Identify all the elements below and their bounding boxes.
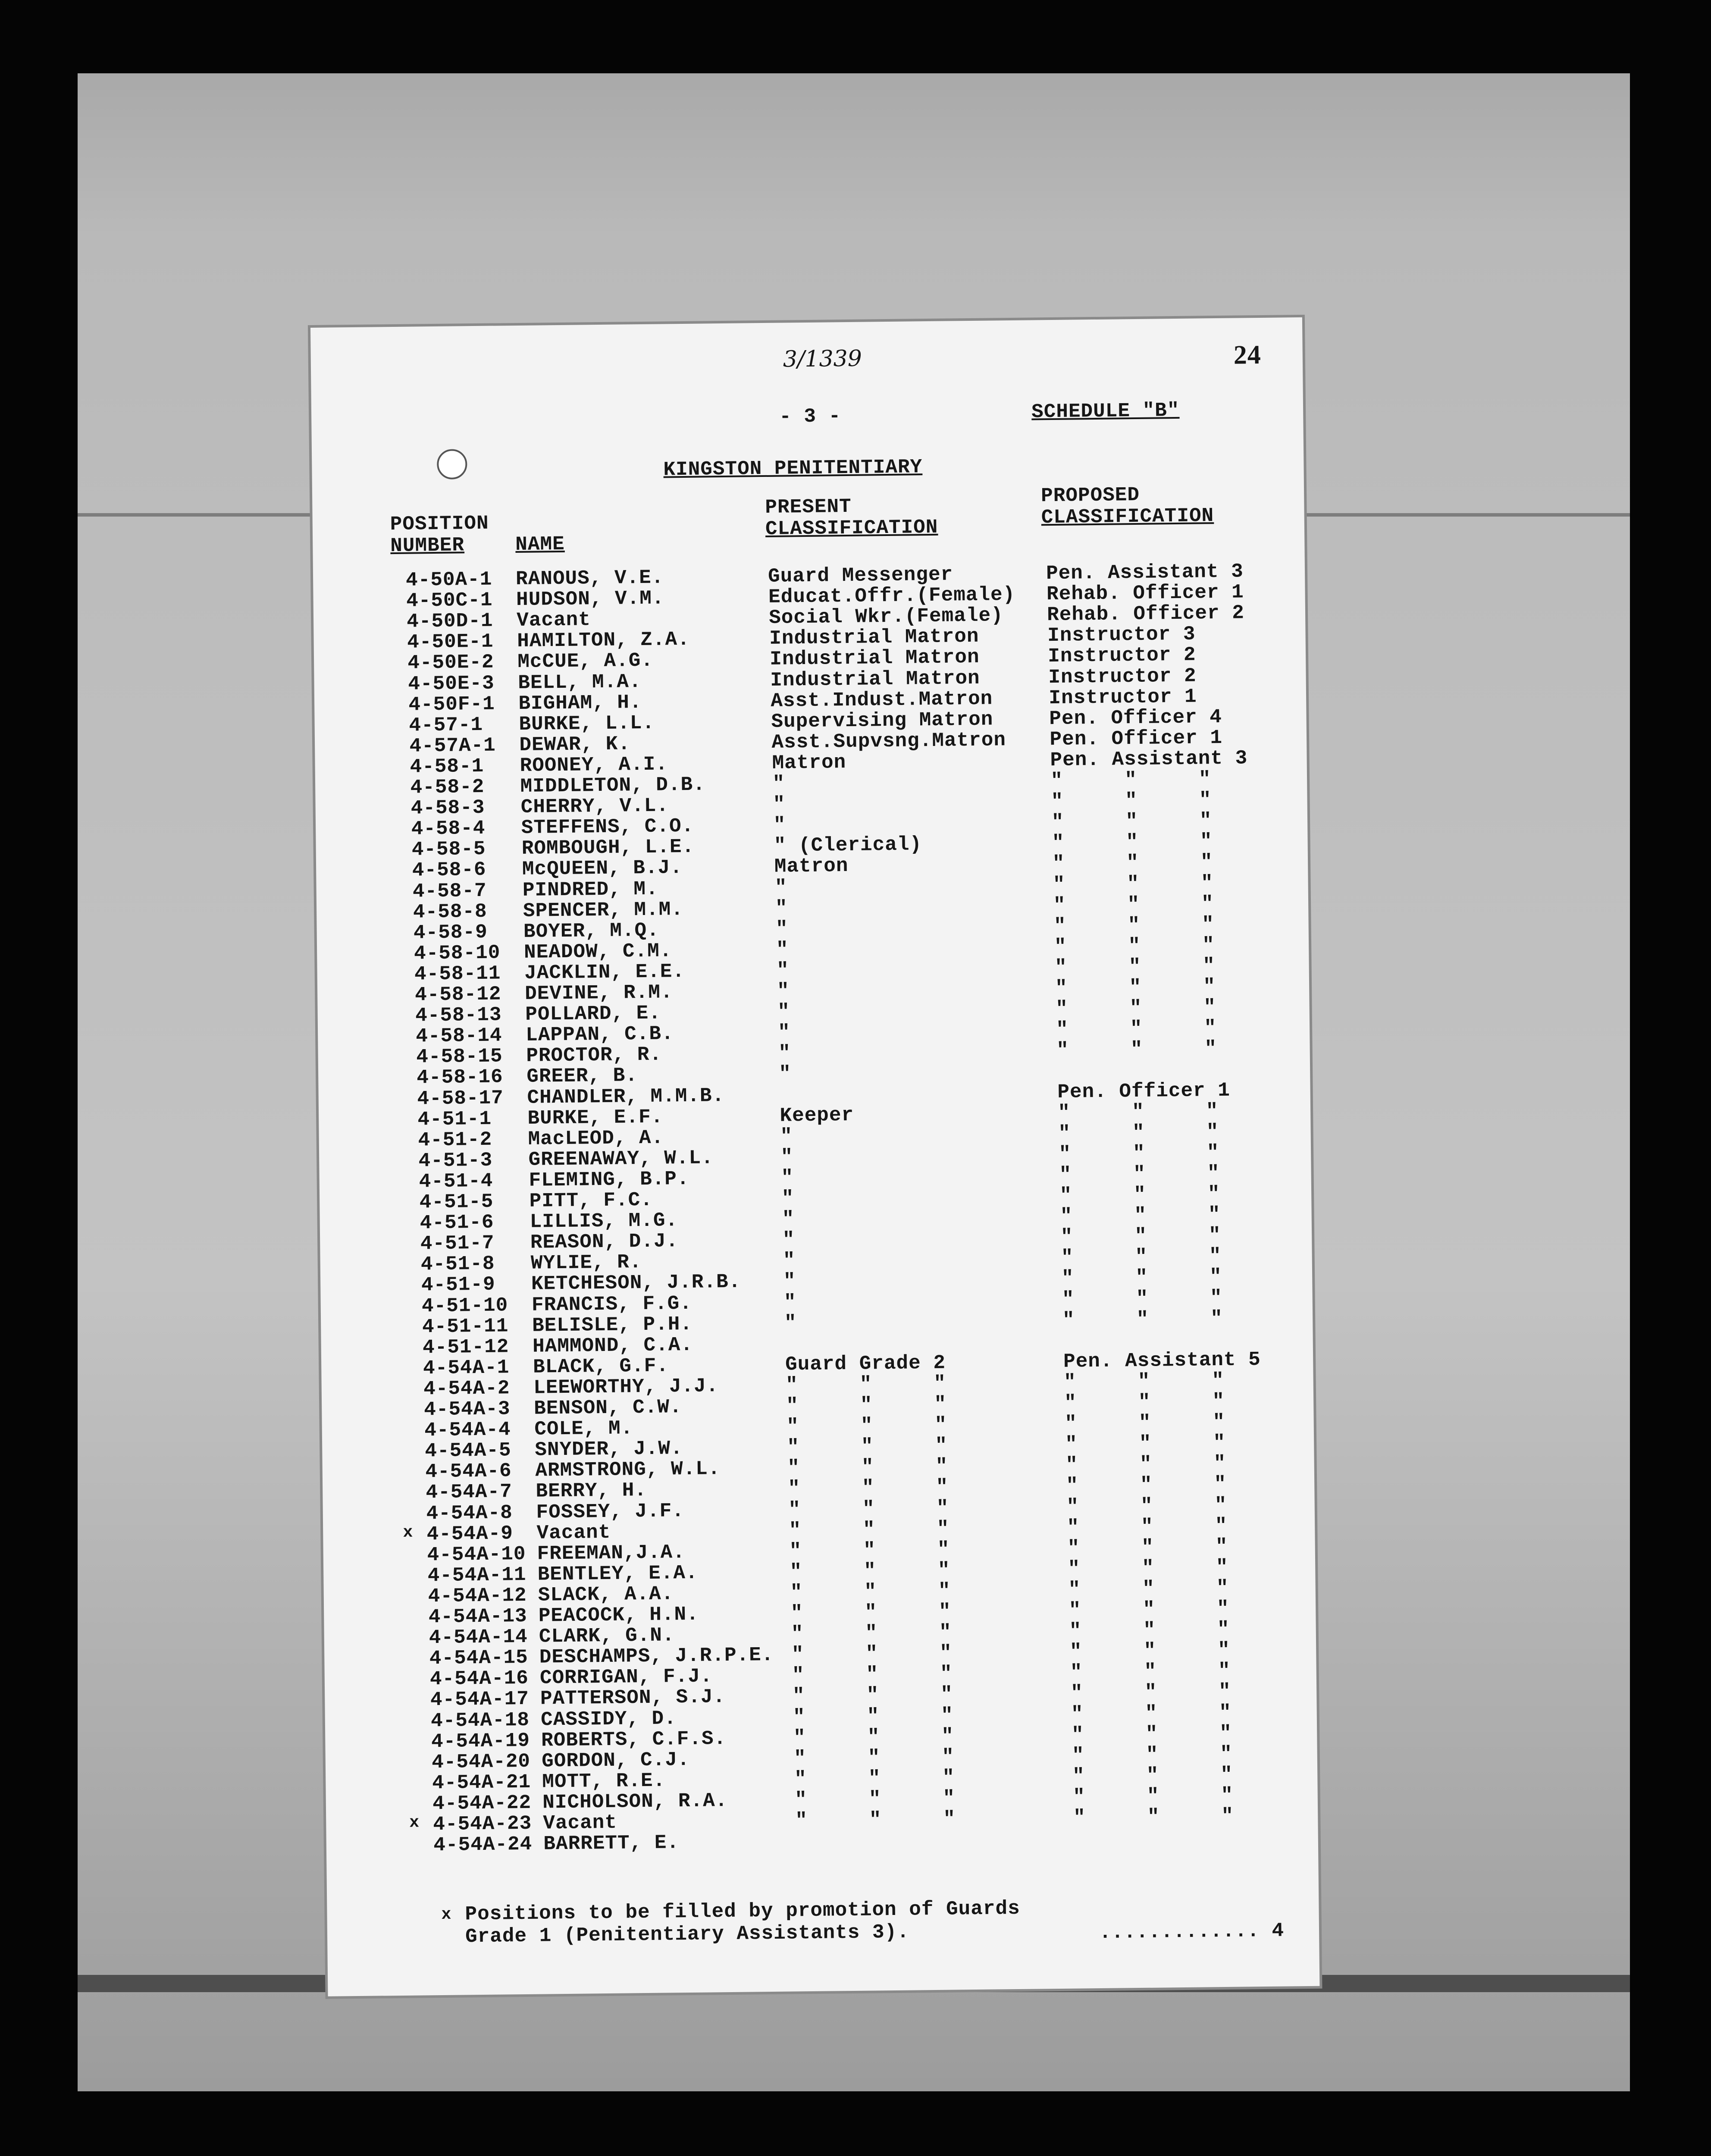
present-classification: " xyxy=(777,980,790,1003)
proposed-classification: Instructor 2 xyxy=(1047,643,1196,668)
present-classification: " " " xyxy=(791,1642,952,1666)
proposed-classification: Instructor 3 xyxy=(1047,623,1196,647)
present-classification: " (Clerical) xyxy=(774,833,922,858)
proposed-classification: " " " xyxy=(1069,1618,1230,1642)
position-number: 4-54A-8 xyxy=(426,1501,513,1525)
present-classification: " xyxy=(783,1291,796,1314)
present-classification: " " " xyxy=(788,1476,949,1500)
proposed-classification: " " " xyxy=(1059,1162,1220,1186)
schedule-label: SCHEDULE "B" xyxy=(1031,399,1180,423)
position-number: 4-54A-4 xyxy=(424,1418,511,1442)
proposed-classification: " " " xyxy=(1070,1680,1232,1705)
employee-name: Vacant xyxy=(543,1811,617,1835)
position-number: 4-58-10 xyxy=(414,941,501,965)
proposed-classification: " " " xyxy=(1051,809,1212,834)
employee-name: NICHOLSON, R.A. xyxy=(542,1789,728,1814)
present-classification: " xyxy=(781,1187,794,1210)
position-number: 4-50C-1 xyxy=(406,589,493,612)
proposed-classification: " " " xyxy=(1067,1514,1228,1539)
position-number: 4-51-4 xyxy=(419,1169,493,1193)
present-classification: Keeper xyxy=(780,1103,854,1127)
employee-name: ROMBOUGH, L.E. xyxy=(521,836,695,860)
proposed-classification: " " " xyxy=(1067,1535,1228,1560)
position-number: 4-58-12 xyxy=(414,983,501,1006)
employee-name: RANOUS, V.E. xyxy=(515,566,664,591)
employee-name: McQUEEN, B.J. xyxy=(522,856,683,881)
employee-name: JACKLIN, E.E. xyxy=(524,960,685,984)
position-number: 4-51-11 xyxy=(422,1314,509,1338)
present-classification: Guard Messenger xyxy=(768,563,953,588)
present-classification: " " " xyxy=(792,1683,953,1708)
position-number: 4-51-3 xyxy=(418,1149,493,1172)
present-classification: " " " xyxy=(787,1434,948,1459)
present-classification: Educat.Offr.(Female) xyxy=(768,583,1015,609)
employee-name: REASON, D.J. xyxy=(530,1230,679,1254)
employee-name: BOYER, M.Q. xyxy=(523,919,659,943)
position-number: 4-58-6 xyxy=(412,859,486,882)
proposed-classification: " " " xyxy=(1068,1576,1229,1601)
employee-name: BURKE, L.L. xyxy=(519,711,655,736)
present-classification: Supervising Matron xyxy=(771,708,993,733)
footnote-mark: x xyxy=(441,1905,452,1924)
position-number: 4-51-6 xyxy=(420,1211,494,1235)
position-number: 4-54A-11 xyxy=(427,1563,526,1587)
page-marker: - 3 - xyxy=(779,405,841,428)
employee-name: NEADOW, C.M. xyxy=(523,940,672,964)
position-number: 4-54A-14 xyxy=(429,1625,528,1649)
row-mark: x xyxy=(403,1523,414,1542)
proposed-classification: Pen. Assistant 3 xyxy=(1046,560,1244,585)
position-number: 4-54A-6 xyxy=(425,1460,512,1483)
position-number: 4-51-9 xyxy=(421,1273,495,1297)
proposed-classification: " " " xyxy=(1072,1784,1234,1808)
present-classification: " " " xyxy=(786,1393,947,1417)
position-number: 4-58-7 xyxy=(412,879,487,903)
proposed-classification: " " " xyxy=(1064,1411,1225,1435)
present-classification: " " " xyxy=(793,1704,954,1728)
employee-name: PITT, F.C. xyxy=(529,1188,653,1213)
employee-name: GREENAWAY, W.L. xyxy=(528,1147,714,1171)
proposed-classification: " " " xyxy=(1055,975,1216,1000)
proposed-classification: " " " xyxy=(1058,1100,1219,1124)
row-mark: x xyxy=(409,1813,420,1832)
position-number: 4-57-1 xyxy=(409,713,483,737)
present-classification: Asst.Supvsng.Matron xyxy=(771,728,1006,754)
proposed-classification: Instructor 1 xyxy=(1049,685,1197,709)
footnote-line2: Grade 1 (Penitentiary Assistants 3). xyxy=(465,1921,910,1948)
position-number: 4-54A-23 xyxy=(433,1812,532,1836)
position-number: 4-54A-5 xyxy=(425,1439,511,1463)
present-classification: " xyxy=(775,918,788,940)
page-number: 24 xyxy=(1233,340,1262,370)
proposed-classification: " " " xyxy=(1053,871,1213,896)
employee-name: ARMSTRONG, W.L. xyxy=(535,1457,721,1482)
archive-note: 3/1339 xyxy=(783,345,862,373)
employee-name: BARRETT, E. xyxy=(543,1831,680,1855)
present-classification: " xyxy=(777,1000,790,1023)
position-number: 4-50D-1 xyxy=(406,609,493,633)
proposed-classification: " " " xyxy=(1060,1203,1221,1228)
header-proposed-line2: CLASSIFICATION xyxy=(1041,505,1214,529)
employee-name: FREEMAN,J.A. xyxy=(537,1541,686,1565)
proposed-classification: " " " xyxy=(1063,1369,1225,1394)
present-classification: Matron xyxy=(772,751,846,774)
proposed-classification: " " " xyxy=(1050,768,1211,793)
present-classification: " xyxy=(784,1311,797,1335)
proposed-classification: " " " xyxy=(1051,789,1212,813)
proposed-classification: " " " xyxy=(1062,1307,1223,1332)
header-proposed-line1: PROPOSED xyxy=(1040,483,1140,508)
position-number: 4-58-3 xyxy=(411,796,485,820)
present-classification: " " " xyxy=(795,1808,956,1832)
position-number: 4-50F-1 xyxy=(408,693,495,716)
proposed-classification: " " " xyxy=(1073,1805,1234,1829)
proposed-classification: " " " xyxy=(1053,892,1214,917)
position-number: 4-58-16 xyxy=(417,1065,503,1089)
position-number: 4-51-10 xyxy=(421,1294,508,1317)
position-number: 4-50E-3 xyxy=(408,672,495,696)
present-classification: " xyxy=(773,793,786,816)
present-classification: Industrial Matron xyxy=(770,667,980,692)
employee-name: LAPPAN, C.B. xyxy=(526,1022,674,1047)
proposed-classification: " " " xyxy=(1054,955,1216,979)
present-classification: Matron xyxy=(774,855,849,878)
present-classification: " " " xyxy=(793,1725,954,1749)
position-number: 4-58-4 xyxy=(411,817,486,840)
present-classification: Guard Grade 2 xyxy=(785,1351,946,1376)
employee-name: PATTERSON, S.J. xyxy=(540,1686,726,1710)
employee-name: ROBERTS, C.F.S. xyxy=(541,1727,727,1752)
present-classification: " xyxy=(781,1166,794,1189)
employee-name: ROONEY, A.I. xyxy=(520,753,668,777)
present-classification: " " " xyxy=(794,1787,956,1811)
employee-name: FRANCIS, F.G. xyxy=(531,1292,693,1316)
present-classification: " xyxy=(774,876,787,899)
employee-name: CHANDLER, M.M.B. xyxy=(527,1084,725,1109)
present-classification: " xyxy=(773,814,786,837)
proposed-classification: " " " xyxy=(1065,1452,1226,1477)
employee-name: CORRIGAN, F.J. xyxy=(539,1665,713,1689)
present-classification: " xyxy=(776,938,789,961)
present-classification: Industrial Matron xyxy=(769,625,979,650)
employee-name: McCUE, A.G. xyxy=(517,649,654,674)
position-number: 4-54A-10 xyxy=(427,1542,526,1567)
employee-name: LEEWORTHY, J.J. xyxy=(533,1375,719,1399)
proposed-classification: " " " xyxy=(1061,1266,1222,1290)
present-classification: " " " xyxy=(789,1538,950,1563)
present-classification: " " " xyxy=(792,1662,953,1687)
present-classification: " " " xyxy=(790,1559,950,1583)
employee-name: PROCTOR, R. xyxy=(526,1043,662,1068)
position-number: 4-58-17 xyxy=(417,1086,504,1110)
position-number: 4-54A-16 xyxy=(429,1667,529,1691)
proposed-classification: " " " xyxy=(1056,1037,1217,1062)
proposed-classification: " " " xyxy=(1059,1141,1219,1166)
present-classification: " xyxy=(778,1042,791,1065)
position-number: 4-54A-19 xyxy=(431,1729,530,1753)
present-classification: " xyxy=(782,1208,795,1231)
position-number: 4-50E-1 xyxy=(407,630,494,654)
employee-name: DEWAR, K. xyxy=(519,733,631,756)
position-number: 4-58-11 xyxy=(414,962,501,986)
position-number: 4-58-1 xyxy=(410,755,484,778)
proposed-classification: " " " xyxy=(1059,1183,1220,1207)
employee-name: BLACK, G.F. xyxy=(533,1354,669,1379)
proposed-classification: " " " xyxy=(1060,1224,1221,1249)
employee-name: BENTLEY, E.A. xyxy=(537,1561,698,1586)
employee-name: COLE, M. xyxy=(534,1417,633,1441)
proposed-classification: " " " xyxy=(1056,1017,1217,1041)
employee-name: HAMILTON, Z.A. xyxy=(517,628,690,653)
employee-name: GREER, B. xyxy=(526,1064,638,1088)
present-classification: " xyxy=(780,1146,793,1169)
proposed-classification: " " " xyxy=(1053,913,1215,937)
employee-name: BURKE, E.F. xyxy=(527,1106,664,1130)
position-number: 4-51-2 xyxy=(418,1128,492,1152)
position-number: 4-54A-1 xyxy=(423,1356,510,1380)
position-number: 4-54A-20 xyxy=(431,1750,531,1774)
header-name: NAME xyxy=(515,533,565,556)
position-number: 4-51-7 xyxy=(420,1232,495,1255)
employee-name: MacLEOD, A. xyxy=(528,1126,664,1150)
employee-name: CLARK, G.N. xyxy=(539,1624,675,1648)
proposed-classification: " " " xyxy=(1052,851,1213,875)
employee-name: SPENCER, M.M. xyxy=(523,898,684,922)
proposed-classification: " " " xyxy=(1061,1245,1222,1269)
present-classification: " " " xyxy=(788,1497,949,1521)
proposed-classification: " " " xyxy=(1071,1701,1232,1726)
proposed-classification: Pen. Assistant 5 xyxy=(1063,1348,1261,1373)
proposed-classification: " " " xyxy=(1072,1742,1233,1767)
employee-name: STEFFENS, C.O. xyxy=(521,815,694,840)
position-number: 4-51-5 xyxy=(419,1190,494,1214)
employee-name: GORDON, C.J. xyxy=(541,1748,690,1773)
position-number: 4-51-1 xyxy=(417,1107,492,1131)
employee-name: CASSIDY, D. xyxy=(540,1707,677,1731)
position-number: 4-58-5 xyxy=(411,838,486,861)
proposed-classification: " " " xyxy=(1062,1286,1223,1311)
position-number: 4-54A-17 xyxy=(430,1688,530,1711)
proposed-classification: " " " xyxy=(1054,934,1215,958)
position-number: 4-58-8 xyxy=(413,900,487,924)
position-number: 4-50E-2 xyxy=(407,651,494,675)
proposed-classification: " " " xyxy=(1052,830,1213,855)
employee-name: HAMMOND, C.A. xyxy=(532,1333,693,1358)
employee-name: Vacant xyxy=(536,1521,611,1545)
employee-name: SLACK, A.A. xyxy=(538,1583,674,1607)
employee-name: LILLIS, M.G. xyxy=(530,1209,678,1233)
position-number: 4-54A-7 xyxy=(426,1480,512,1504)
employee-name: POLLARD, E. xyxy=(525,1002,661,1026)
institution-title: KINGSTON PENITENTIARY xyxy=(663,456,923,481)
present-classification: " " " xyxy=(793,1745,955,1770)
position-number: 4-54A-15 xyxy=(429,1646,529,1670)
present-classification: " xyxy=(772,772,785,795)
position-number: 4-54A-13 xyxy=(428,1604,527,1629)
proposed-classification: " " " xyxy=(1058,1120,1219,1145)
present-classification: " xyxy=(780,1125,793,1148)
employee-name: PEACOCK, H.N. xyxy=(538,1603,699,1627)
proposed-classification: Pen. Officer 1 xyxy=(1057,1079,1231,1103)
employee-name: KETCHESON, J.R.B. xyxy=(531,1271,741,1296)
header-position-line2: NUMBER xyxy=(390,534,465,558)
employee-name: DEVINE, R.M. xyxy=(524,981,673,1005)
proposed-classification: Rehab. Officer 2 xyxy=(1047,602,1245,627)
present-classification: " " " xyxy=(785,1372,946,1397)
position-number: 4-58-14 xyxy=(416,1024,502,1048)
continued-marker: ............. 4 xyxy=(1099,1919,1285,1944)
employee-name: FOSSEY, J.F. xyxy=(536,1499,685,1524)
punch-hole xyxy=(437,449,467,479)
position-number: 4-58-2 xyxy=(410,775,485,799)
present-classification: " xyxy=(782,1228,795,1251)
present-classification: " xyxy=(776,959,789,982)
present-classification: " xyxy=(783,1270,796,1293)
present-classification: " " " xyxy=(789,1517,950,1542)
proposed-classification: " " " xyxy=(1064,1390,1225,1414)
proposed-classification: Pen. Officer 4 xyxy=(1049,705,1222,730)
present-classification: Social Wkr.(Female) xyxy=(768,604,1003,630)
proposed-classification: Instructor 2 xyxy=(1048,664,1197,689)
employee-name: FLEMING, B.P. xyxy=(529,1167,689,1192)
position-number: 4-51-12 xyxy=(422,1335,509,1359)
proposed-classification: " " " xyxy=(1065,1432,1226,1456)
employee-name: BIGHAM, H. xyxy=(518,691,642,715)
position-number: 4-58-9 xyxy=(413,921,488,944)
proposed-classification: " " " xyxy=(1069,1639,1230,1663)
present-classification: " xyxy=(775,897,788,920)
position-number: 4-54A-18 xyxy=(430,1708,530,1732)
present-classification: " " " xyxy=(794,1766,955,1791)
employee-name: HUDSON, V.M. xyxy=(516,587,664,611)
footnote-line1: Positions to be filled by promotion of Guards xyxy=(465,1897,1020,1926)
proposed-classification: " " " xyxy=(1055,996,1216,1021)
employee-name: BELL, M.A. xyxy=(518,670,642,694)
employee-name: BELISLE, P.H. xyxy=(532,1313,693,1337)
present-classification: " " " xyxy=(787,1455,948,1479)
present-classification: Industrial Matron xyxy=(770,646,980,671)
employee-name: BERRY, H. xyxy=(536,1479,647,1503)
header-position-line1: POSITION xyxy=(390,512,489,536)
position-number: 4-57A-1 xyxy=(409,734,496,758)
employee-name: CHERRY, V.L. xyxy=(520,794,669,819)
employee-name: BENSON, C.W. xyxy=(534,1396,682,1420)
present-classification: " " " xyxy=(787,1413,947,1438)
header-present-line1: PRESENT xyxy=(765,495,852,519)
employee-name: MOTT, R.E. xyxy=(542,1769,666,1793)
proposed-classification: " " " xyxy=(1068,1556,1228,1580)
proposed-classification: Pen. Assistant 3 xyxy=(1050,747,1248,771)
proposed-classification: Rehab. Officer 1 xyxy=(1046,581,1244,606)
employee-name: WYLIE, R. xyxy=(530,1251,642,1275)
employee-name: PINDRED, M. xyxy=(522,877,658,902)
proposed-classification: " " " xyxy=(1066,1494,1227,1518)
position-number: 4-54A-3 xyxy=(424,1398,511,1421)
position-number: 4-51-8 xyxy=(420,1252,495,1276)
present-classification: " " " xyxy=(790,1579,951,1604)
present-classification: " " " xyxy=(791,1621,952,1645)
proposed-classification: " " " xyxy=(1071,1722,1232,1746)
proposed-classification: " " " xyxy=(1069,1597,1229,1622)
position-number: 4-58-15 xyxy=(416,1045,503,1069)
position-number: 4-54A-22 xyxy=(432,1791,532,1815)
proposed-classification: " " " xyxy=(1070,1660,1231,1684)
proposed-classification: Pen. Officer 1 xyxy=(1050,726,1223,751)
present-classification: " xyxy=(779,1062,792,1086)
position-number: 4-54A-2 xyxy=(423,1377,510,1401)
document-page xyxy=(310,317,1319,1996)
employee-name: MIDDLETON, D.B. xyxy=(520,773,705,798)
position-number: 4-54A-21 xyxy=(432,1771,531,1795)
present-classification: " xyxy=(778,1021,791,1044)
proposed-classification: " " " xyxy=(1072,1763,1233,1788)
header-present-line2: CLASSIFICATION xyxy=(765,516,938,540)
position-number: 4-50A-1 xyxy=(405,568,492,592)
proposed-classification: " " " xyxy=(1066,1473,1227,1498)
employee-name: Vacant xyxy=(516,608,591,632)
present-classification: Asst.Indust.Matron xyxy=(771,687,993,712)
employee-name: SNYDER, J.W. xyxy=(535,1437,683,1461)
present-classification: " xyxy=(783,1249,796,1272)
present-classification: " " " xyxy=(790,1600,951,1625)
position-number: 4-54A-24 xyxy=(433,1833,533,1857)
position-number: 4-54A-9 xyxy=(426,1522,514,1545)
position-number: 4-54A-12 xyxy=(428,1584,527,1608)
employee-name: DESCHAMPS, J.R.P.E. xyxy=(539,1644,774,1669)
position-number: 4-58-13 xyxy=(415,1003,502,1027)
